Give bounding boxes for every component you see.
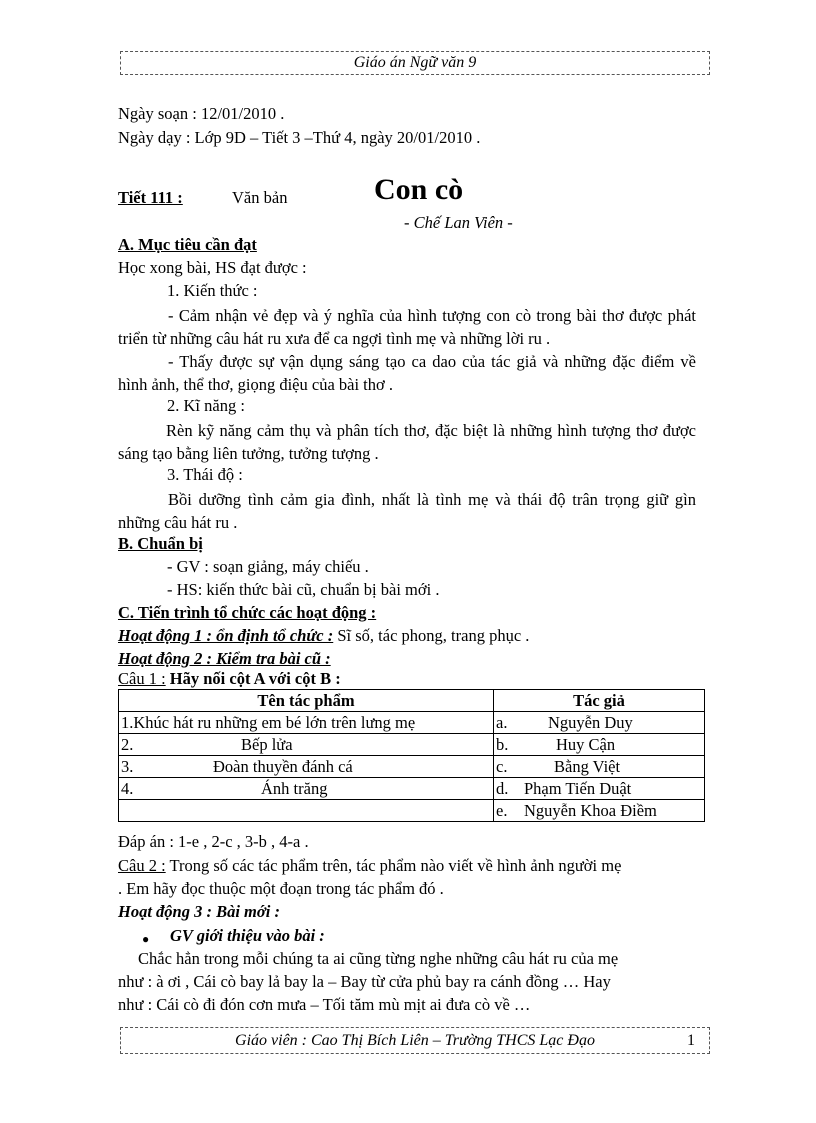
skill-label: 2. Kĩ năng : <box>167 396 245 415</box>
question-1-text: Hãy nối cột A với cột B : <box>169 669 341 688</box>
knowledge-2: - Thấy được sự vận dụng sáng tạo ca dao của tác giả và những đặc điểm về hình ảnh, thể thơ, giọng điệu của bài thơ . <box>118 352 696 394</box>
column-a-header: Tên tác phẩm <box>119 690 494 712</box>
attitude-text: Bồi dưỡng tình cảm gia đình, nhất là tình mẹ và thái độ trân trọng giữ gìn những câu hát ru . <box>118 490 696 532</box>
author-cell <box>494 712 705 734</box>
author-name: Phạm Tiến Duật <box>524 778 632 798</box>
author-cell <box>494 756 705 778</box>
attitude-label: 3. Thái độ : <box>167 465 243 484</box>
answer-key: Đáp án : 1-e , 2-c , 3-b , 4-a . <box>118 832 309 851</box>
intro-paragraph-2: như : à ơi , Cái cò bay lả bay la – Bay từ cửa phủ bay ra cánh đồng … Hay <box>118 972 611 991</box>
author-cell <box>494 800 705 822</box>
footer-text: Giáo viên : Cao Thị Bích Liên – Trường THCS Lạc Đạo <box>235 1032 595 1049</box>
question-2-cont: . Em hãy đọc thuộc một đoạn trong tác phẩm đó . <box>118 879 444 898</box>
question-1 <box>118 669 341 689</box>
work-number: 3. <box>121 756 134 776</box>
work-cell <box>119 800 494 822</box>
author-name: Bằng Việt <box>554 756 621 776</box>
header-title: Giáo án Ngữ văn 9 <box>353 54 477 71</box>
author-name: Huy Cận <box>556 734 616 754</box>
activity-1 <box>118 626 529 646</box>
page-header <box>120 51 710 75</box>
work-name: Khúc hát ru những em bé lớn trên lưng mẹ <box>133 712 416 732</box>
author-letter: b. <box>496 734 509 754</box>
table-row <box>119 734 705 756</box>
date-prepared: Ngày soạn : 12/01/2010 . <box>118 104 285 123</box>
matching-table <box>118 689 705 822</box>
activity-2-label: Hoạt động 2 : Kiểm tra bài cũ : <box>118 649 331 668</box>
work-cell <box>119 734 494 756</box>
intro-bullet: GV giới thiệu vào bài : <box>170 926 325 945</box>
skill-text: Rèn kỹ năng cảm thụ và phân tích thơ, đặc biệt là những hình tượng thơ được sáng tạo bằng liên tưởng, tưởng tượng . <box>118 421 696 463</box>
work-number: 4. <box>121 778 134 798</box>
column-b-header: Tác giả <box>494 690 705 712</box>
work-number: 2. <box>121 734 134 754</box>
author-letter: c. <box>496 756 508 776</box>
activity-1-label: Hoạt động 1 : ổn định tổ chức : <box>118 626 334 645</box>
question-2-label: Câu 2 : <box>118 856 166 875</box>
table-header-row <box>119 690 705 712</box>
author-name: Nguyễn Khoa Điềm <box>524 800 657 820</box>
intro-paragraph-1: Chắc hẳn trong mỗi chúng ta ai cũng từng nghe những câu hát ru của mẹ <box>138 949 619 968</box>
page-number: 1 <box>687 1032 695 1049</box>
page-footer <box>120 1027 710 1054</box>
period-label: Tiết 111 : <box>118 188 183 207</box>
prep-hs: - HS: kiến thức bài cũ, chuẩn bị bài mới . <box>167 580 440 599</box>
knowledge-1: - Cảm nhận vẻ đẹp và ý nghĩa của hình tượng con cò trong bài thơ được phát triển từ những câu hát ru xưa để ca ngợi tình mẹ và những lời ru . <box>118 306 696 348</box>
author-letter: d. <box>496 778 509 798</box>
author-letter: e. <box>496 800 508 820</box>
author-cell <box>494 734 705 756</box>
work-number: 1. <box>121 712 134 732</box>
table-row <box>119 778 705 800</box>
work-cell <box>119 778 494 800</box>
work-cell <box>119 756 494 778</box>
author-letter: a. <box>496 712 508 732</box>
question-2-text: Trong số các tác phẩm trên, tác phẩm nào viết về hình ảnh người mẹ <box>165 856 622 875</box>
section-a-intro: Học xong bài, HS đạt được : <box>118 258 307 277</box>
section-b-heading: B. Chuẩn bị <box>118 534 203 553</box>
question-1-label: Câu 1 : <box>118 669 166 688</box>
question-2 <box>118 856 621 876</box>
knowledge-label: 1. Kiến thức : <box>167 281 258 300</box>
lesson-author: - Chế Lan Viên - <box>404 213 513 232</box>
activity-1-text: Sĩ số, tác phong, trang phục . <box>337 626 530 645</box>
table-row <box>119 756 705 778</box>
work-name: Đoàn thuyền đánh cá <box>213 756 353 776</box>
lesson-title: Con cò <box>374 173 464 206</box>
intro-paragraph-3: như : Cái cò đi đón cơn mưa – Tối tăm mù mịt ai đưa cò về … <box>118 995 531 1014</box>
work-name: Ánh trăng <box>261 778 328 798</box>
lesson-type: Văn bản <box>232 188 288 207</box>
prep-gv: - GV : soạn giảng, máy chiếu . <box>167 557 369 576</box>
section-c-heading: C. Tiến trình tổ chức các hoạt động : <box>118 603 377 622</box>
work-name: Bếp lửa <box>241 734 293 754</box>
section-a-heading: A. Mục tiêu cần đạt <box>118 235 257 254</box>
table-row <box>119 800 705 822</box>
bullet-dot-icon: ● <box>142 932 150 946</box>
author-cell <box>494 778 705 800</box>
work-cell <box>119 712 494 734</box>
date-taught: Ngày dạy : Lớp 9D – Tiết 3 –Thứ 4, ngày 20/01/2010 . <box>118 128 481 147</box>
activity-3-label: Hoạt động 3 : Bài mới : <box>118 902 280 921</box>
table-row <box>119 712 705 734</box>
author-name: Nguyễn Duy <box>548 712 633 732</box>
